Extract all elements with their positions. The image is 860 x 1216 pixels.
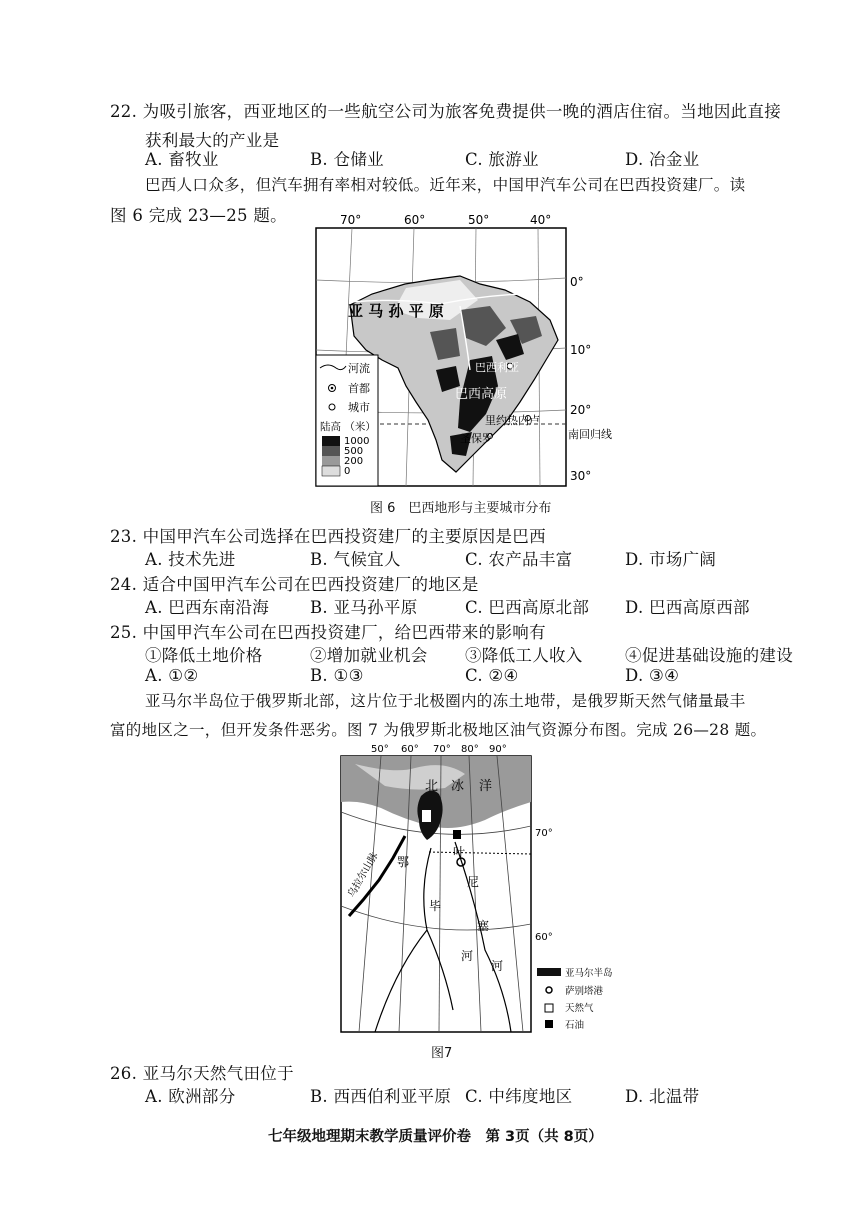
q22-option-b: B. 仓储业 <box>310 150 384 169</box>
legend-oil-label: 石油 <box>565 1020 585 1031</box>
legend-gas-icon <box>545 1004 553 1012</box>
q26-option-c: C. 中纬度地区 <box>465 1087 573 1106</box>
oil-field-marker <box>453 830 461 839</box>
figure7-caption: 图7 <box>431 1046 453 1061</box>
legend-elevation-title: 陆高 （米） <box>320 421 376 433</box>
legend-port-icon <box>546 987 552 993</box>
q26-stem: 26. 亚马尔天然气田位于 <box>110 1064 294 1083</box>
q23-stem: 23. 中国甲汽车公司选择在巴西投资建厂的主要原因是巴西 <box>110 527 546 546</box>
q22-stem-line1: 22. 为吸引旅客，西亚地区的一些航空公司为旅客免费提供一晚的酒店住宿。当地因此直接 <box>110 102 782 121</box>
intro1-line2: 图 6 完成 23—25 题。 <box>110 206 287 225</box>
lon-label-90: 90° <box>489 744 507 755</box>
ocean-label-3: 洋 <box>479 779 493 794</box>
brazil-map <box>310 210 612 490</box>
yenisei-label-2: 尼 <box>467 875 480 889</box>
lat-label-30: 30° <box>570 469 592 483</box>
lon-label-50: 50° <box>468 213 490 227</box>
q23-option-b: B. 气候宜人 <box>310 550 401 569</box>
lat-label-70: 70° <box>535 828 553 839</box>
lat-label-20: 20° <box>570 403 592 417</box>
yenisei-label-3: 塞 <box>477 919 490 933</box>
legend-port-label: 萨别塔港 <box>565 986 604 997</box>
q24-option-a: A. 巴西东南沿海 <box>145 598 270 617</box>
ob-label-2: 毕 <box>429 899 442 913</box>
q24-stem: 24. 适合中国甲汽车公司在巴西投资建厂的地区是 <box>110 575 479 594</box>
ob-label-3: 河 <box>461 949 474 963</box>
legend-yamal-icon <box>537 968 561 976</box>
q24-option-c: C. 巴西高原北部 <box>465 598 590 617</box>
q22-option-a: A. 畜牧业 <box>145 150 219 169</box>
lon-label-40: 40° <box>530 213 552 227</box>
q25-item-1: ①降低土地价格 <box>145 646 263 665</box>
lon-label-70: 70° <box>340 213 362 227</box>
legend-gas-label: 天然气 <box>565 1003 594 1014</box>
q22-option-d: D. 冶金业 <box>625 150 700 169</box>
q26-option-d: D. 北温带 <box>625 1087 700 1106</box>
legend-elev-0: 0 <box>344 466 351 477</box>
intro1-line1: 巴西人口众多，但汽车拥有率相对较低。近年来，中国甲汽车公司在巴西投资建厂。读 <box>145 176 746 194</box>
q23-option-a: A. 技术先进 <box>145 550 236 569</box>
q25-option-b: B. ①③ <box>310 666 364 685</box>
lon-label-80: 80° <box>461 744 479 755</box>
q24-option-b: B. 亚马孙平原 <box>310 598 418 617</box>
yenisei-label-4: 河 <box>491 959 504 973</box>
lon-label-70: 70° <box>433 744 451 755</box>
gas-field-marker <box>422 810 431 822</box>
ocean-label-2: 冰 <box>451 779 465 794</box>
amazon-plain-label: 亚 马 孙 平 原 <box>348 302 444 320</box>
intro2-line2: 富的地区之一，但开发条件恶劣。图 7 为俄罗斯北极地区油气资源分布图。完成 26—28 题。 <box>110 721 767 739</box>
tropic-label: 南回归线 <box>568 428 612 441</box>
q25-item-2: ②增加就业机会 <box>310 646 428 665</box>
q25-option-d: D. ③④ <box>625 666 680 685</box>
lat-label-60: 60° <box>535 932 553 943</box>
q25-item-3: ③降低工人收入 <box>465 646 583 665</box>
legend-river-label: 河流 <box>348 362 370 375</box>
yamal-map <box>335 740 625 1040</box>
lon-label-50: 50° <box>371 744 389 755</box>
yenisei-label-1: 叶 <box>453 845 466 859</box>
lat-label-0: 0° <box>570 275 584 289</box>
legend-capital-label: 首都 <box>348 382 370 395</box>
q22-stem-line2: 获利最大的产业是 <box>145 131 280 150</box>
page-footer: 七年级地理期末教学质量评价卷 第 3页（共 8页） <box>268 1129 603 1145</box>
lat-label-10: 10° <box>570 343 592 357</box>
ocean-label-1: 北 <box>425 779 439 794</box>
legend-elev-1000: 1000 <box>344 436 370 447</box>
q26-option-b: B. 西西伯利亚平原 <box>310 1087 452 1106</box>
legend-yamal-label: 亚马尔半岛 <box>565 968 613 979</box>
legend-city-label: 城市 <box>348 401 370 414</box>
sao-paulo-label: 圣保罗 <box>460 432 493 445</box>
lon-label-60: 60° <box>401 744 419 755</box>
q25-stem: 25. 中国甲汽车公司在巴西投资建厂，给巴西带来的影响有 <box>110 623 546 642</box>
q23-option-d: D. 市场广阔 <box>625 550 717 569</box>
brazilian-plateau-label: 巴西高原 <box>455 387 508 402</box>
elevation-1000-swatch <box>322 436 340 446</box>
q26-option-a: A. 欧洲部分 <box>145 1087 236 1106</box>
q25-item-4: ④促进基础设施的建设 <box>625 646 793 665</box>
brasilia-label: 巴西利亚 <box>475 361 519 374</box>
legend-oil-icon <box>545 1020 553 1028</box>
rio-label: 里约热内卢 <box>485 414 540 427</box>
city-icon <box>329 404 335 410</box>
q24-option-d: D. 巴西高原西部 <box>625 598 750 617</box>
q22-option-c: C. 旅游业 <box>465 150 539 169</box>
q25-option-c: C. ②④ <box>465 666 519 685</box>
ob-label-1: 鄂 <box>397 855 410 869</box>
q25-option-a: A. ①② <box>145 666 199 685</box>
lon-label-60: 60° <box>404 213 426 227</box>
q23-option-c: C. 农产品丰富 <box>465 550 573 569</box>
legend-elev-200: 200 <box>344 456 364 467</box>
legend-elev-500: 500 <box>344 446 364 457</box>
ural-label: 乌拉尔山脉 <box>346 850 381 900</box>
intro2-line1: 亚马尔半岛位于俄罗斯北部，这片位于北极圈内的冻土地带，是俄罗斯天然气储量最丰 <box>145 692 746 710</box>
figure6-caption: 图 6 巴西地形与主要城市分布 <box>370 501 552 516</box>
